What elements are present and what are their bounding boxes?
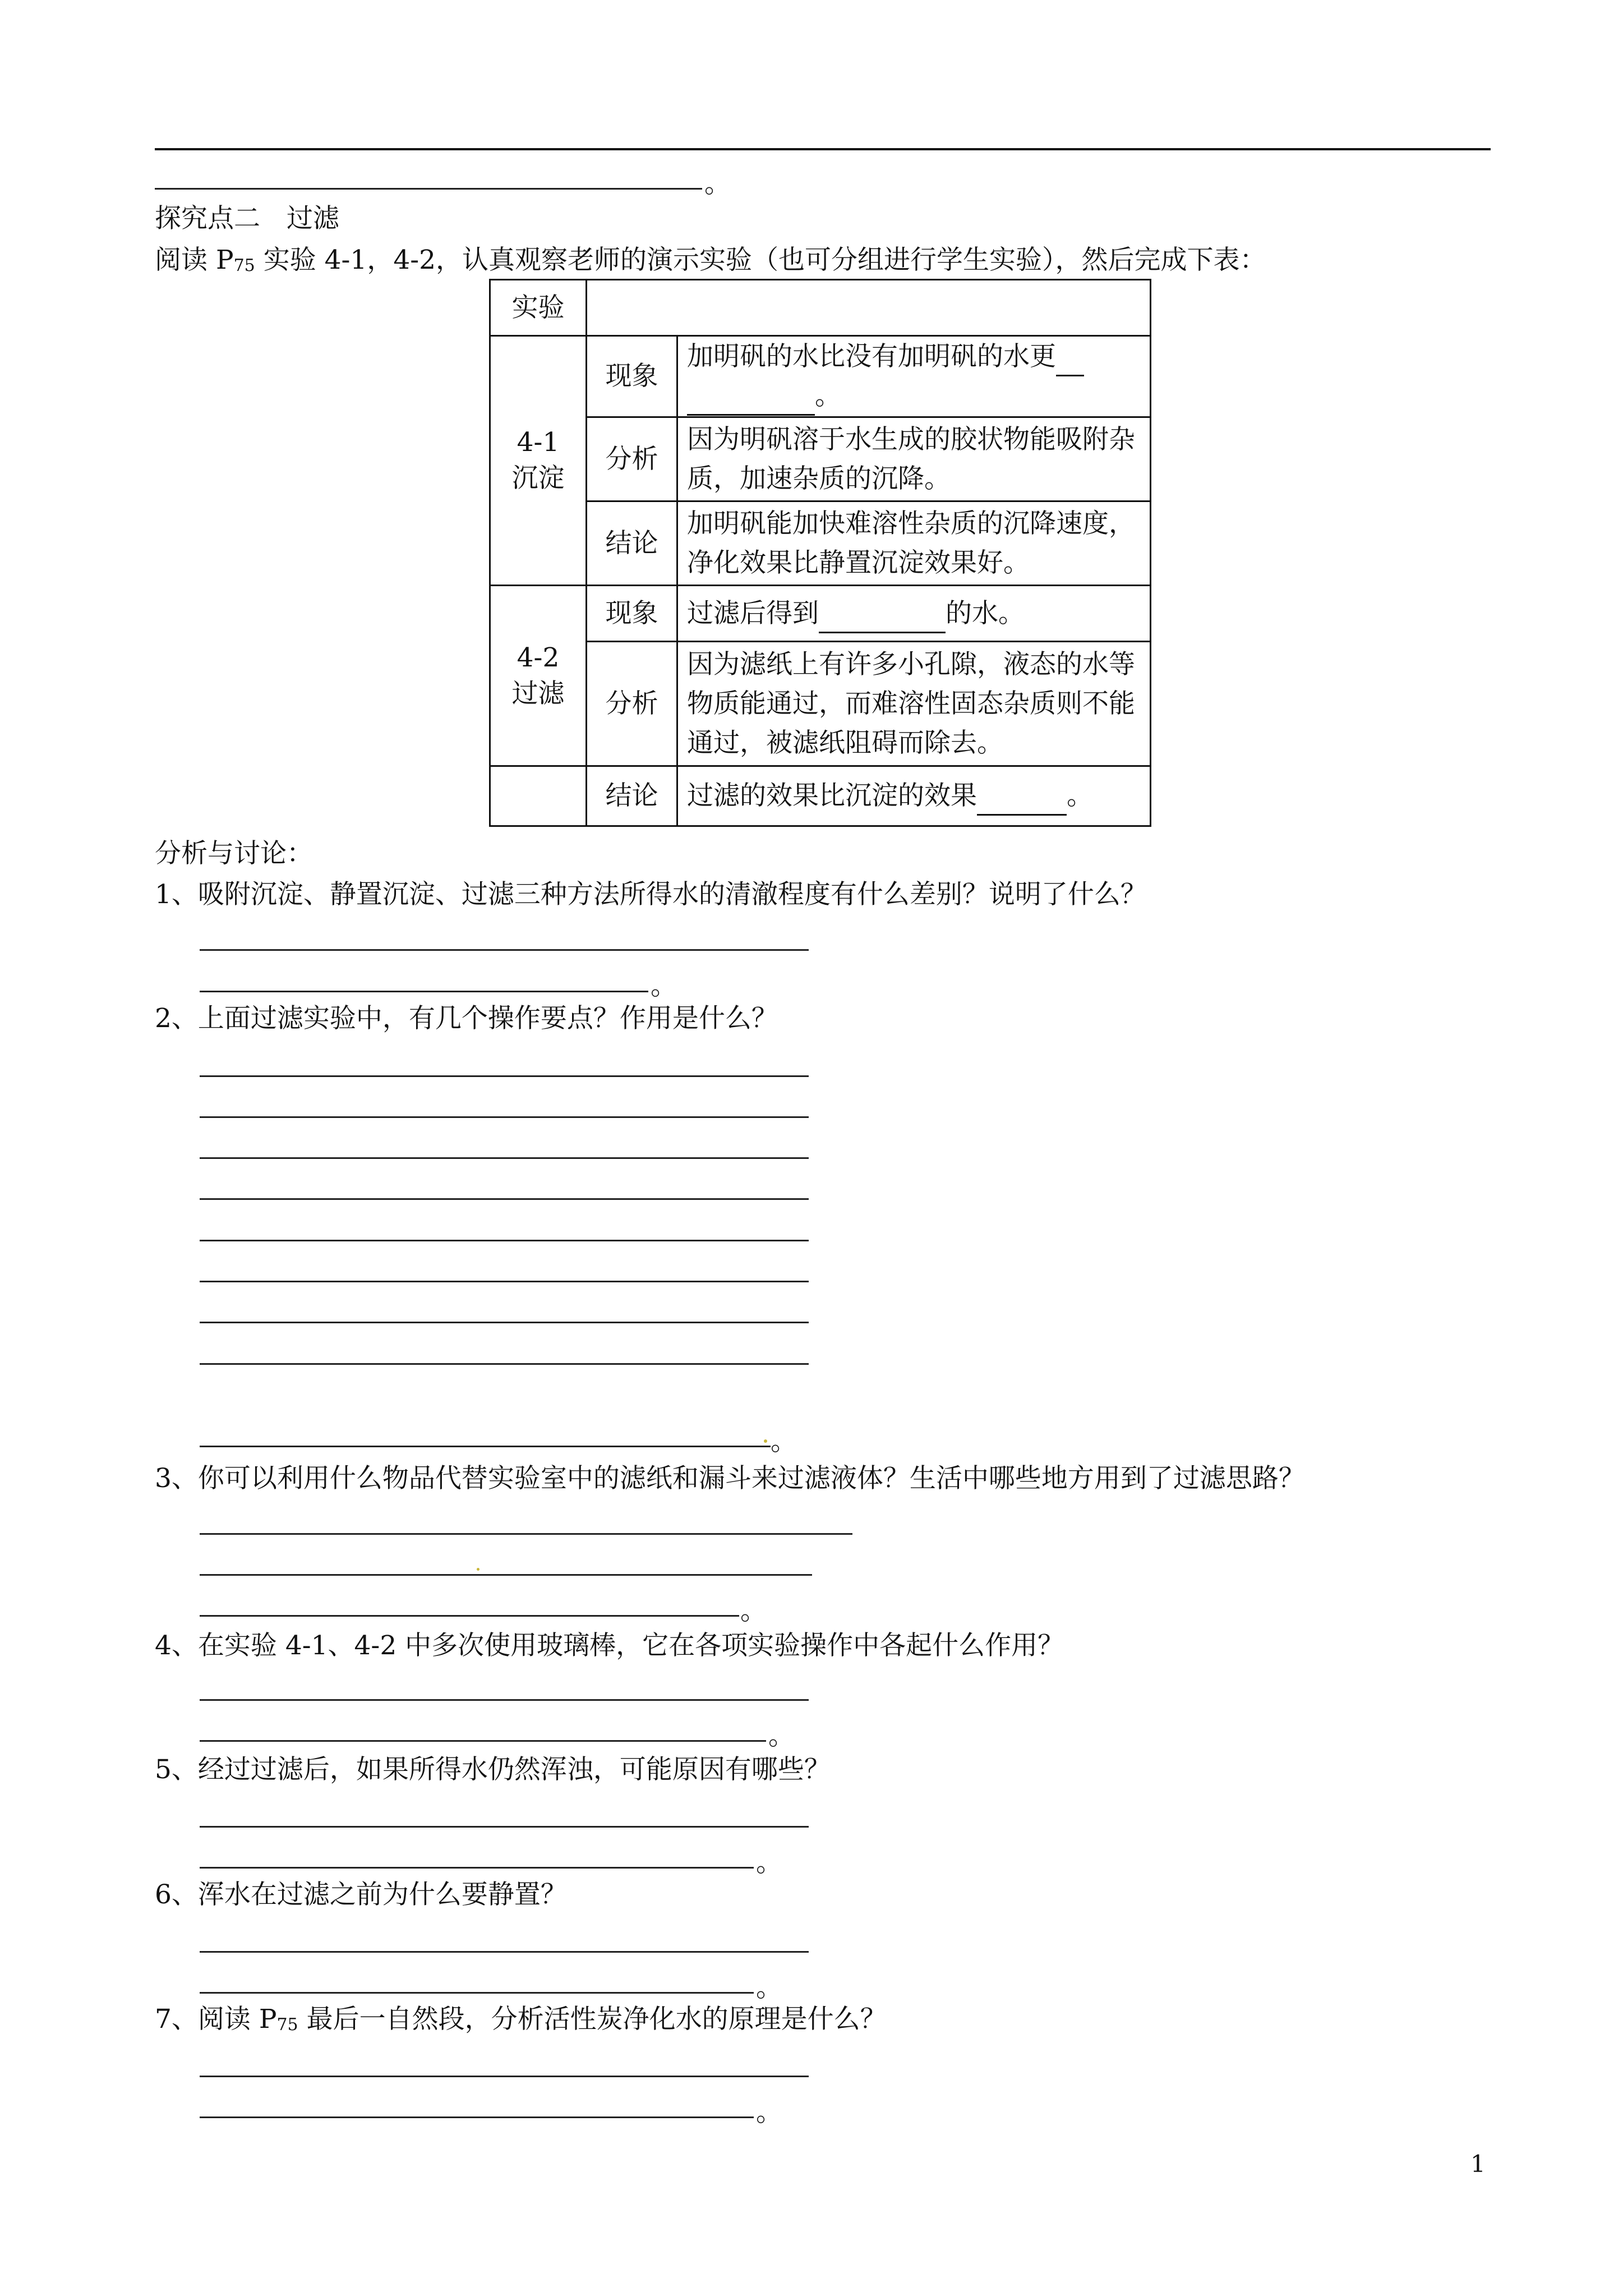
page-ref-subscript: 75 [233, 256, 255, 275]
intro-suffix: 实验 4-1，4-2，认真观察老师的演示实验（也可分组进行学生实验），然后完成下表： [255, 245, 1266, 275]
sentence-end: 。 [740, 1595, 767, 1626]
answer-line[interactable] [200, 1699, 809, 1701]
analysis-4-2: 因为滤纸上有许多小孔隙，液态的水等物质能通过，而难溶性固态杂质则不能通过，被滤纸阻碍而除去。 [677, 642, 1151, 766]
question-5: 5、经过过滤后，如果所得水仍然浑浊，可能原因有哪些？ [155, 1754, 831, 1785]
answer-line[interactable] [200, 1322, 809, 1323]
intro-prefix: 阅读 P [155, 245, 234, 275]
answer-line[interactable] [200, 1116, 809, 1118]
fill-blank[interactable] [819, 604, 946, 633]
group-4-2: 4-2 过滤 [490, 586, 587, 766]
answer-line[interactable] [200, 1992, 754, 1994]
question-4: 4、在实验 4-1、4-2 中多次使用玻璃棒，它在各项实验操作中各起什么作用？ [155, 1630, 1064, 1661]
intro-paragraph [155, 243, 1266, 277]
answer-line[interactable] [200, 1446, 771, 1447]
phenomenon-4-1: 加明矾的水比没有加明矾的水更 。 [677, 336, 1151, 417]
page-ref-subscript: 75 [276, 2015, 298, 2035]
experiment-table [489, 279, 1151, 827]
row-label: 现象 [587, 336, 677, 417]
row-label: 分析 [587, 417, 677, 501]
conclusion-4-1: 加明矾能加快难溶性杂质的沉降速度，净化效果比静置沉淀效果好。 [677, 501, 1151, 586]
answer-line[interactable] [200, 1867, 754, 1869]
stray-mark [477, 1568, 479, 1571]
answer-line[interactable] [200, 2076, 809, 2077]
question-3: 3、你可以利用什么物品代替实验室中的滤纸和漏斗来过滤液体？生活中哪些地方用到了过滤思路？ [155, 1463, 1305, 1494]
answer-line[interactable] [200, 1281, 809, 1282]
question-7-prefix: 7、阅读 P [155, 2004, 277, 2035]
sentence-end: 。 [651, 970, 677, 1001]
sentence-end: 。 [756, 1847, 782, 1878]
answer-line[interactable] [200, 1826, 809, 1828]
answer-line[interactable] [200, 1740, 766, 1742]
question-7 [155, 2003, 887, 2036]
page-number: 1 [1470, 2150, 1486, 2178]
answer-line[interactable] [200, 1951, 809, 1953]
sentence-end: 。 [768, 1720, 795, 1751]
answer-line[interactable] [200, 1075, 809, 1077]
question-7-suffix: 最后一自然段，分析活性炭净化水的原理是什么？ [298, 2004, 887, 2035]
answer-line[interactable] [200, 1574, 812, 1576]
question-2: 2、上面过滤实验中，有几个操作要点？作用是什么？ [155, 1003, 778, 1034]
answer-line[interactable] [200, 991, 648, 992]
stray-mark [764, 1439, 767, 1443]
answer-line[interactable] [200, 1363, 809, 1365]
row-label: 结论 [587, 501, 677, 586]
answer-line[interactable] [155, 188, 702, 190]
answer-line[interactable] [200, 1615, 739, 1617]
group-4-1: 4-1 沉淀 [490, 336, 587, 586]
answer-line[interactable] [200, 1198, 809, 1200]
fill-blank[interactable] [687, 386, 815, 416]
answer-line[interactable] [200, 1240, 809, 1241]
sentence-end: 。 [771, 1426, 797, 1457]
discussion-title: 分析与讨论： [155, 838, 313, 869]
header-rule [155, 148, 1491, 150]
phenomenon-4-2: 过滤后得到 的水。 [677, 586, 1151, 642]
sentence-end: 。 [756, 2097, 782, 2128]
table-header-cell: 实验 [490, 280, 587, 336]
row-label: 现象 [587, 586, 677, 642]
fill-blank[interactable] [1056, 347, 1084, 376]
answer-line[interactable] [200, 949, 809, 951]
row-label: 分析 [587, 642, 677, 766]
answer-line[interactable] [200, 1533, 852, 1535]
table-header-empty [587, 280, 1151, 336]
group-empty [490, 766, 587, 826]
answer-line[interactable] [200, 2116, 754, 2118]
conclusion-4-2: 过滤的效果比沉淀的效果 。 [677, 766, 1151, 826]
question-1: 1、吸附沉淀、静置沉淀、过滤三种方法所得水的清澈程度有什么差别？说明了什么？ [155, 879, 1147, 910]
sentence-end: 。 [756, 1972, 782, 2003]
question-6: 6、浑水在过滤之前为什么要静置？ [155, 1879, 567, 1910]
sentence-end: 。 [704, 168, 731, 199]
analysis-4-1: 因为明矾溶于水生成的胶状物能吸附杂质，加速杂质的沉降。 [677, 417, 1151, 501]
section-title: 探究点二 过滤 [155, 203, 339, 234]
answer-line[interactable] [200, 1157, 809, 1159]
fill-blank[interactable] [977, 786, 1067, 816]
row-label: 结论 [587, 766, 677, 826]
